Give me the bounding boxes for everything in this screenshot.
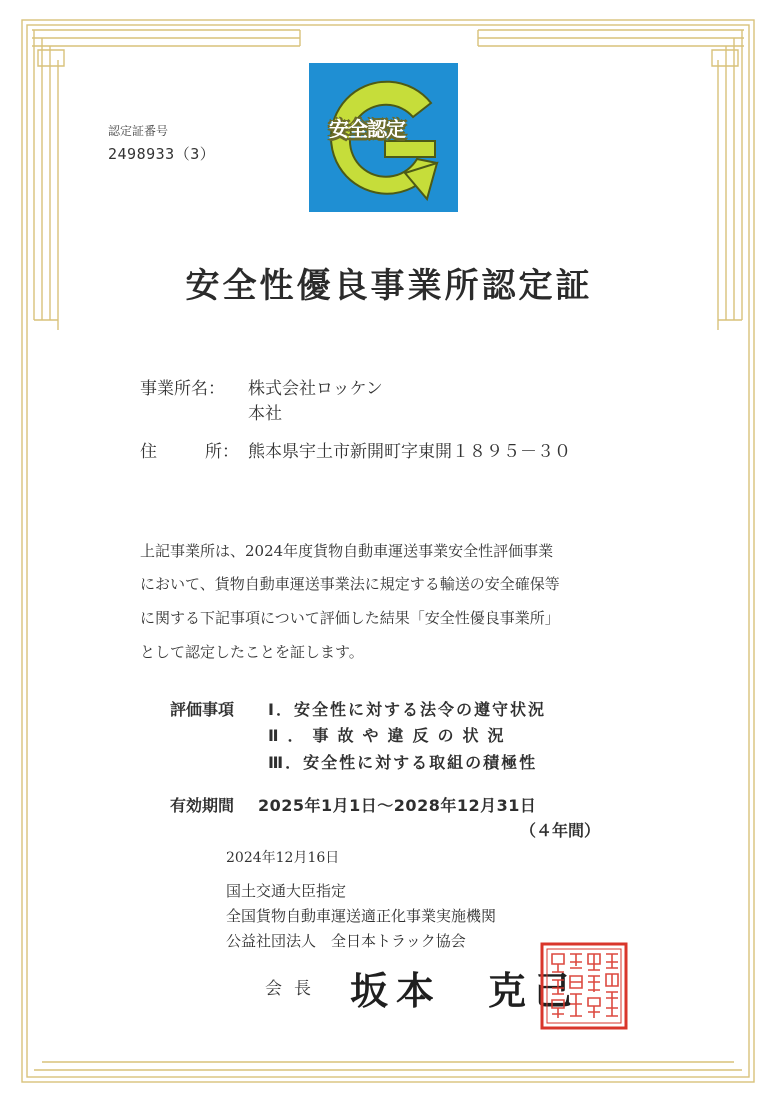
validity-years: （４年間） xyxy=(520,821,601,840)
evaluation-item-3: Ⅲ．安全性に対する取組の積極性 xyxy=(268,753,538,772)
office-branch: 本社 xyxy=(248,404,282,424)
body-line-3: に関する下記事項について評価した結果「安全性優良事業所」 xyxy=(140,609,560,627)
validity-period: 2025年1月1日～2028年12月31日 xyxy=(258,796,537,815)
certificate-number-label: 認定証番号 xyxy=(108,124,169,138)
issuer-line-3: 公益社団法人 全日本トラック協会 xyxy=(226,932,466,950)
safety-g-mark-logo xyxy=(309,63,458,212)
validity-label: 有効期間 xyxy=(170,796,235,815)
issued-date: 2024年12月16日 xyxy=(226,850,340,866)
evaluation-item-1: Ⅰ．安全性に対する法令の遵守状況 xyxy=(268,700,546,719)
issuer-line-2: 全国貨物自動車運送適正化事業実施機関 xyxy=(226,907,497,925)
president-name: 坂本 克己 xyxy=(350,968,581,1013)
body-line-1: 上記事業所は、2024年度貨物自動車運送事業安全性評価事業 xyxy=(140,542,554,560)
evaluation-label: 評価事項 xyxy=(170,700,235,719)
president-label: 会長 xyxy=(265,979,323,999)
office-name-label: 事業所名： xyxy=(140,379,225,399)
office-name: 株式会社ロッケン xyxy=(248,379,383,399)
office-address: 熊本県宇土市新開町字東開１８９５－３０ xyxy=(248,442,571,462)
body-line-2: において、貨物自動車運送事業法に規定する輸送の安全確保等 xyxy=(140,575,560,593)
official-seal-stamp xyxy=(540,942,628,1030)
address-label-1: 住 xyxy=(140,442,157,462)
evaluation-item-2: Ⅱ．事故や違反の状況 xyxy=(268,726,513,745)
address-label-2: 所： xyxy=(205,442,239,462)
document-title: 安全性優良事業所認定証 xyxy=(185,266,593,306)
certificate-number: 2498933（3） xyxy=(108,145,216,163)
issuer-line-1: 国土交通大臣指定 xyxy=(226,882,347,900)
body-line-4: として認定したことを証します。 xyxy=(140,643,364,661)
logo-text: 安全認定 xyxy=(329,117,405,141)
